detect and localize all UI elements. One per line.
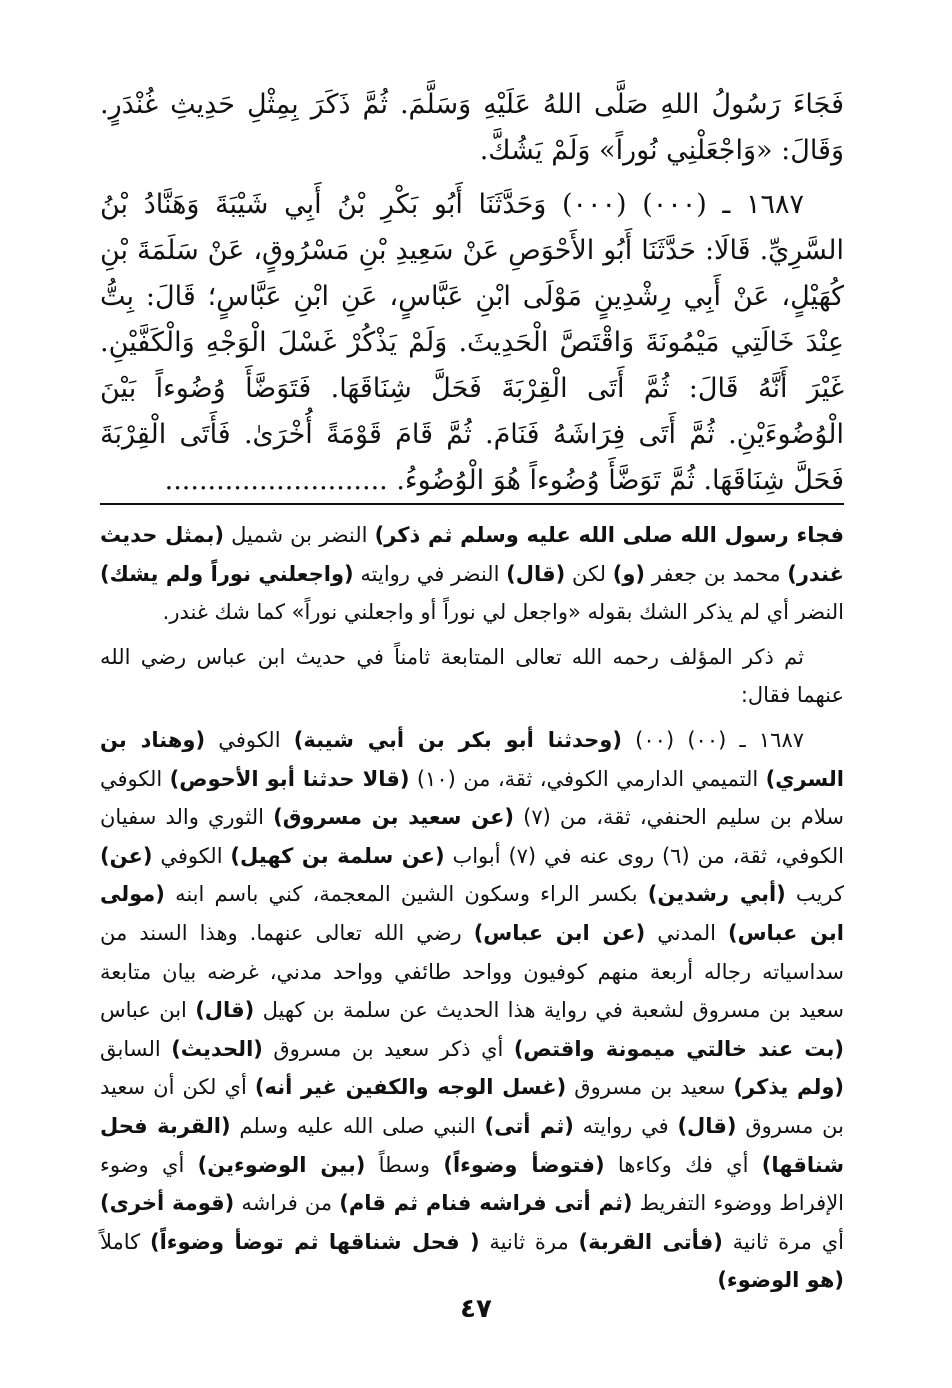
quoted-phrase: (هو الوضوء) xyxy=(717,1268,844,1293)
hadith-paragraph: فَجَاءَ رَسُولُ اللهِ صَلَّى اللهُ عَلَيْهِ وَسَلَّمَ. ثُمَّ ذَكَرَ بِمِثْلِ حَدِيثِ غُنْدَرٍ. وَقَالَ: «وَاجْعَلْنِي نُوراً» وَلَمْ يَشُكَّ. xyxy=(100,89,844,166)
commentary-paragraph xyxy=(100,516,844,632)
commentary-span: النضر أي لم يذكر الشك بقوله «واجعل لي نوراً أو واجعلني نوراً» كما شك غندر. xyxy=(162,600,844,625)
quoted-phrase: (بين الوضوءين) xyxy=(197,1152,366,1177)
commentary-span: أي مرة ثانية xyxy=(722,1229,844,1254)
quoted-phrase: (أبي رشدين) xyxy=(647,882,786,907)
quoted-phrase: (ثم أتى فراشه فنام ثم قام) xyxy=(339,1191,633,1216)
commentary-span: الكوفي سلام بن سليم الحنفي، ثقة، من (٧) xyxy=(100,766,845,830)
quoted-phrase: (وهناد بن السري) xyxy=(100,727,844,791)
commentary-span: وسطاً xyxy=(365,1152,444,1177)
quoted-phrase: (قال) xyxy=(677,1113,737,1138)
commentary-span: الثوري والد سفيان الكوفي، ثقة، من (٦) روى عنه في (٧) أبواب xyxy=(100,805,844,868)
quoted-phrase: (عن) xyxy=(100,843,153,868)
commentary-text xyxy=(100,516,844,1306)
commentary-span: بكسر الراء وسكون الشين المعجمة، كني باسم ابنه xyxy=(164,882,648,907)
commentary-span: مرة ثانية xyxy=(479,1229,579,1254)
quoted-phrase: (قال) xyxy=(195,998,255,1023)
quoted-phrase: ( فحل شناقها ثم توضأ وضوءاً) xyxy=(149,1229,480,1254)
quoted-phrase: فجاء رسول الله صلى الله عليه وسلم ثم ذكر) xyxy=(374,523,844,547)
commentary-span: ابن عباس xyxy=(100,998,196,1023)
commentary-span: السابق xyxy=(100,1036,172,1061)
commentary-span: رضي الله تعالى عنهما. وهذا السند من سداسياته رجاله أربعة منهم كوفيون وواحد طائفي وواحد مدني، غرضه بيان متابعة سعيد بن مسروق لشعبة في رواية هذا الحديث عن سلمة بن كهيل xyxy=(100,920,844,1023)
quoted-phrase: (بت عند خالتي ميمونة واقتص) xyxy=(513,1036,844,1061)
commentary-paragraph xyxy=(100,721,844,1300)
hadith-number: ١٦٨٧ ـ (٠٠) (٠٠) xyxy=(621,727,805,752)
quoted-phrase: (وحدثنا أبو بكر بن أبي شيبة) xyxy=(293,727,622,752)
commentary-span: أي ذكر سعيد بن مسروق xyxy=(262,1036,514,1061)
hadith-paragraph: ١٦٨٧ ـ (٠٠٠) (٠٠٠) وَحَدَّثَنَا أَبُو بَكْرِ بْنُ أَبِي شَيْبَةَ وَهَنَّادُ بْنُ السَّرِيِّ. قَالَا: حَدَّثَنَا أَبُو الأَحْوَصِ عَنْ سَعِيدِ بْنِ مَسْرُوقٍ، عَنْ سَلَمَةَ بْنِ كُهَيْلٍ، عَنْ أَبِي رِشْدِينٍ مَوْلَى ابْنِ عَبَّاسٍ، عَنِ ابْنِ عَبَّاسٍ؛ قَالَ: بِتُّ عِنْدَ خَالَتِي مَيْمُونَةَ وَاقْتَصَّ الْحَدِيثَ. وَلَمْ يَذْكُرْ غَسْلَ الْوَجْهِ وَالْكَفَّيْنِ. غَيْرَ أَنَّهُ قَالَ: ثُمَّ أَتَى الْقِرْبَةَ فَحَلَّ شِنَاقَهَا. فَتَوَضَّأَ وُضُوءاً بَيْنَ الْوُضُوءَيْنِ. ثُمَّ أَتَى فِرَاشَهُ فَنَامَ. ثُمَّ قَامَ قَوْمَةً أُخْرَىٰ. فَأَتَى الْقِرْبَةَ فَحَلَّ شِنَاقَهَا. ثُمَّ تَوَضَّأَ وُضُوءاً هُوَ الْوُضُوءُ. .......................... xyxy=(100,189,844,496)
quoted-phrase: (فتوضأ وضوءاً) xyxy=(443,1152,605,1177)
commentary-span: أي وضوء الإفراط ووضوء التفريط xyxy=(100,1152,844,1216)
commentary-span: المدني xyxy=(645,920,728,945)
commentary-span: الكوفي xyxy=(205,727,294,752)
quoted-phrase: (عن سلمة بن كهيل) xyxy=(230,843,445,868)
hadith-text xyxy=(100,82,844,512)
commentary-span: محمد بن جعفر xyxy=(645,561,788,586)
quoted-phrase: (عن ابن عباس) xyxy=(473,920,646,945)
commentary-span: كاملاً xyxy=(100,1229,150,1254)
commentary-span: التميمي الدارمي الكوفي، ثقة، من (١٠) xyxy=(409,766,766,791)
quoted-phrase: (قومة أخرى) xyxy=(100,1191,235,1216)
quoted-phrase: (و) xyxy=(612,561,646,586)
commentary-span: النضر في روايته xyxy=(353,561,507,586)
commentary-span: النبي صلى الله عليه وسلم xyxy=(230,1113,485,1138)
commentary-span: من فراشه xyxy=(234,1191,340,1216)
quoted-phrase: (فأتى القربة) xyxy=(578,1229,723,1254)
commentary-span: الكوفي xyxy=(152,843,231,868)
quoted-phrase: (ولم يذكر) xyxy=(733,1075,845,1100)
quoted-phrase: (ثم أتى) xyxy=(484,1113,574,1138)
commentary-span: لكن xyxy=(565,561,613,586)
commentary-span: أي لكن أن سعيد بن مسروق xyxy=(100,1075,845,1138)
quoted-phrase: (قال) xyxy=(506,561,566,586)
quoted-phrase: (عن سعيد بن مسروق) xyxy=(273,805,515,830)
quoted-phrase: (بمثل حديث غندر) xyxy=(100,523,844,586)
quoted-phrase: (القربة فحل شناقها) xyxy=(100,1113,844,1177)
quoted-phrase: (قالا حدثنا أبو الأحوص) xyxy=(169,766,410,791)
commentary-span: سعيد بن مسروق xyxy=(566,1075,734,1100)
page-number: ٤٧ xyxy=(460,1294,492,1324)
quoted-phrase: (واجعلني نوراً ولم يشك) xyxy=(100,561,354,586)
commentary-span: كريب xyxy=(785,882,844,907)
quoted-phrase: (الحديث) xyxy=(171,1036,263,1061)
commentary-paragraph: ثم ذكر المؤلف رحمه الله تعالى المتابعة ثامناً في حديث ابن عباس رضي الله عنهما فقال: xyxy=(100,644,844,708)
commentary-span: النضر بن شميل xyxy=(224,523,375,547)
commentary-span: في روايته xyxy=(573,1113,678,1138)
quoted-phrase: (مولى ابن عباس) xyxy=(100,882,844,945)
quoted-phrase: (غسل الوجه والكفين غير أنه) xyxy=(254,1075,567,1100)
section-divider xyxy=(100,503,844,505)
commentary-span: أي فك وكاءها xyxy=(604,1152,762,1177)
